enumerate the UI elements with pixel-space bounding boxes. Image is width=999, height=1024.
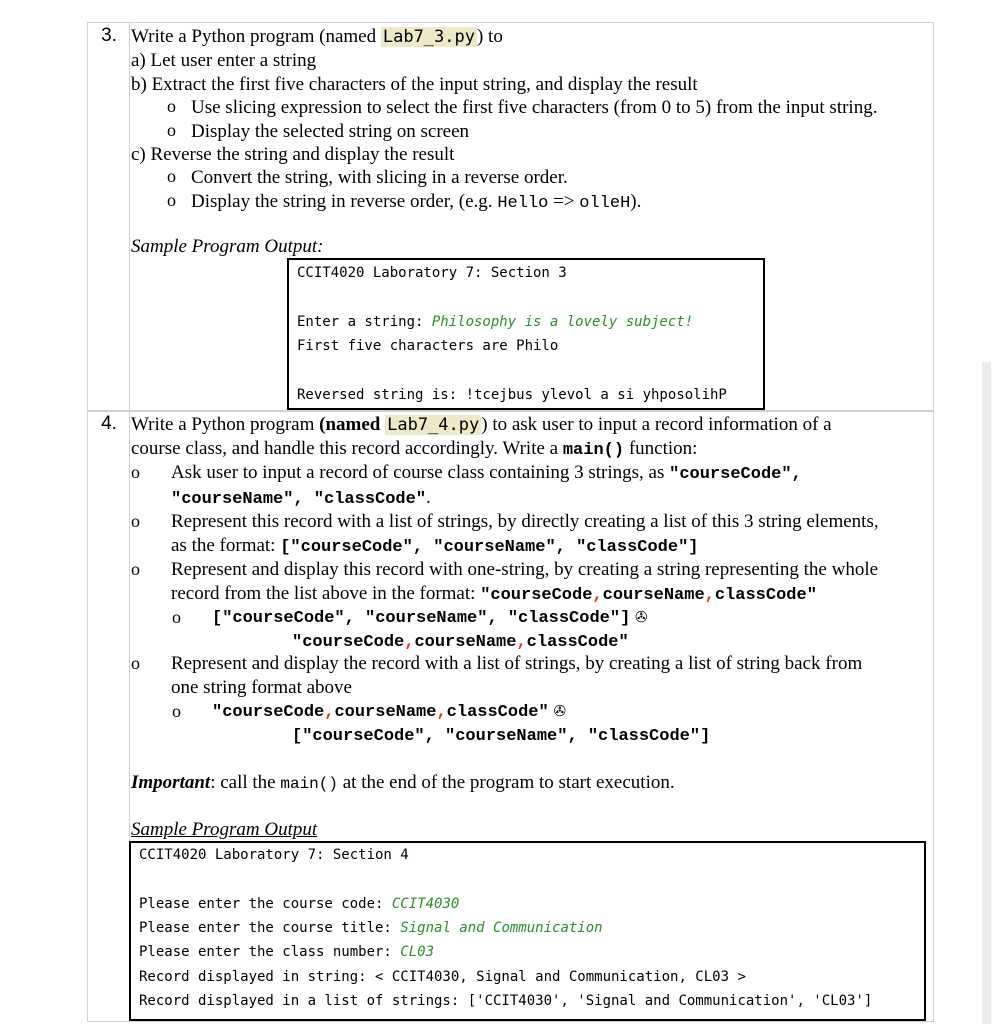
- bullet-icon: o: [167, 96, 176, 116]
- q3-part-b1: Use slicing expression to select the first five characters (from 0 to 5) from the input string.: [191, 97, 878, 118]
- vertical-scrollbar[interactable]: [982, 362, 991, 1024]
- q4-line1: Write a Python program (named Lab7_4.py ) to ask user to input a record information of a: [131, 414, 832, 435]
- q3-part-c1: Convert the string, with slicing in a reverse order.: [191, 167, 568, 188]
- q3-console-output: [287, 258, 765, 410]
- q4-console-record-list: Record displayed in a list of strings: ['CCIT4030', 'Signal and Communication', 'CL03']: [139, 993, 873, 1009]
- q4-console-line1: Please enter the course code: CCIT4030: [139, 896, 460, 912]
- q4-bullet4-sub-line2: ["courseCode", "courseName", "classCode"]: [292, 727, 711, 746]
- q3-part-a: a) Let user enter a string: [131, 50, 317, 71]
- q4-console-line2: Please enter the course title: Signal and Communication: [139, 920, 603, 936]
- transform-icon: ✇: [553, 702, 567, 720]
- q4-bullet3-sub-line1: ["courseCode", "courseName", "classCode"] ✇: [212, 608, 648, 628]
- q3-part-c2: Display the string in reverse order, (e.g. Hello => olleH).: [191, 191, 642, 213]
- bullet-icon: o: [167, 120, 176, 140]
- q4-important-note: Important: call the main() at the end of the program to start execution.: [131, 772, 675, 793]
- q4-console-output: [129, 841, 926, 1021]
- q3-console-reversed: Reversed string is: !tcejbus ylevol a si yhposolihP: [297, 387, 727, 403]
- q4-bullet2-line2: as the format: ["courseCode", "courseName", "classCode"]: [171, 535, 699, 557]
- q4-number: 4.: [101, 413, 117, 434]
- q3-console-input: Philosophy is a lovely subject!: [431, 314, 694, 330]
- q4-sample-label: Sample Program Output: [131, 819, 318, 840]
- bullet-icon: o: [131, 653, 140, 673]
- q4-console-title: CCIT4020 Laboratory 7: Section 4: [139, 847, 409, 863]
- q4-bullet4-line1: Represent and display the record with a list of strings, by creating a list of string back from: [171, 653, 863, 674]
- q3-console-first-five: First five characters are Philo: [297, 338, 559, 354]
- q3-part-b2: Display the selected string on screen: [191, 121, 470, 142]
- bullet-icon: o: [131, 462, 140, 482]
- q3-part-b: b) Extract the first five characters of the input string, and display the result: [131, 74, 698, 95]
- bullet-icon: o: [131, 559, 140, 579]
- bullet-icon: o: [167, 190, 176, 210]
- q4-bullet2-line1: Represent this record with a list of strings, by directly creating a list of this 3 string elements,: [171, 511, 879, 532]
- bullet-icon: o: [172, 607, 181, 627]
- q3-sample-label: Sample Program Output:: [131, 236, 324, 257]
- q3-console-title: CCIT4020 Laboratory 7: Section 3: [297, 265, 567, 281]
- q4-console-line3: Please enter the class number: CL03: [139, 944, 435, 960]
- q4-bullet1-line1: Ask user to input a record of course class containing 3 strings, as "courseCode",: [171, 462, 802, 484]
- q4-bullet3-line2: record from the list above in the format: "courseCode,courseName,classCode": [171, 583, 817, 605]
- q4-console-record-string: Record displayed in string: < CCIT4030, Signal and Communication, CL03 >: [139, 969, 746, 985]
- q4-number-cell: [87, 410, 130, 1022]
- q3-filename: Lab7_3.py: [382, 27, 475, 47]
- q4-bullet1-line2: "courseName", "classCode".: [171, 487, 431, 509]
- transform-icon: ✇: [635, 608, 648, 626]
- q4-bullet3-sub-line2: "courseCode,courseName,classCode": [292, 633, 629, 652]
- q4-line2: course class, and handle this record accordingly. Write a main() function:: [131, 438, 698, 460]
- bullet-icon: o: [167, 166, 176, 186]
- q3-number-cell: [87, 22, 130, 412]
- q3-part-c: c) Reverse the string and display the result: [131, 144, 455, 165]
- q4-bullet4-line2: one string format above: [171, 677, 352, 698]
- q4-filename: Lab7_4.py: [387, 415, 480, 435]
- q4-bullet4-sub-line1: "courseCode,courseName,classCode" ✇: [212, 702, 567, 722]
- bullet-icon: o: [172, 701, 181, 721]
- q3-number: 3.: [101, 25, 117, 46]
- q3-console-prompt: Enter a string: Philosophy is a lovely subject!: [297, 314, 694, 330]
- bullet-icon: o: [131, 511, 140, 531]
- q4-bullet3-line1: Represent and display this record with one-string, by creating a string representing the whole: [171, 559, 879, 580]
- q3-line1: Write a Python program (named Lab7_3.py ) to: [131, 26, 503, 47]
